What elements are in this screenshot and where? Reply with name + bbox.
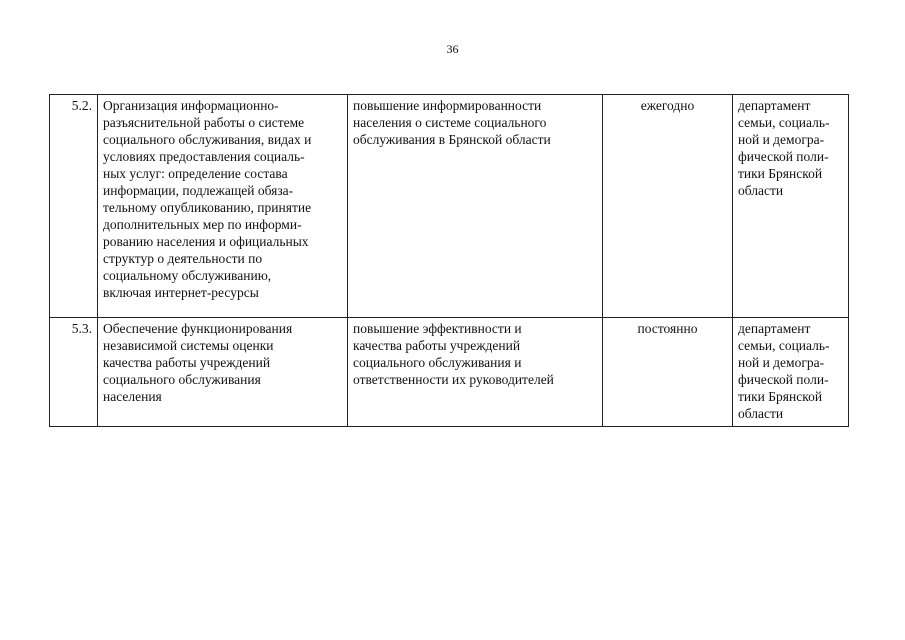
table-row [50, 318, 849, 427]
period-cell: ежегодно [603, 95, 733, 318]
period-cell: постоянно [603, 318, 733, 427]
row-number: 5.3. [50, 318, 98, 427]
table-row [50, 95, 849, 318]
event-cell: Организация информационно- разъяснительной работы о системе социального обслуживания, видах и условиях предоставления социаль- ных услуг: определение состава информации, подлежащей обяза- тельному опубликованию, принятие дополнительных мер по информи- рованию населения и официальных структур о деятельности по социальному обслуживанию, включая интернет-ресурсы [98, 95, 348, 318]
page-number: 36 [446, 42, 459, 56]
measures-table [49, 94, 849, 427]
result-cell: повышение информированности населения о системе социального обслуживания в Брянской области [348, 95, 603, 318]
event-cell: Обеспечение функционирования независимой системы оценки качества работы учреждений социального обслуживания населения [98, 318, 348, 427]
row-number: 5.2. [50, 95, 98, 318]
result-cell: повышение эффективности и качества работы учреждений социального обслуживания и ответственности их руководителей [348, 318, 603, 427]
responsible-cell: департамент семьи, социаль- ной и демогра- фической поли- тики Брянской области [733, 318, 849, 427]
responsible-cell: департамент семьи, социаль- ной и демогра- фической поли- тики Брянской области [733, 95, 849, 318]
